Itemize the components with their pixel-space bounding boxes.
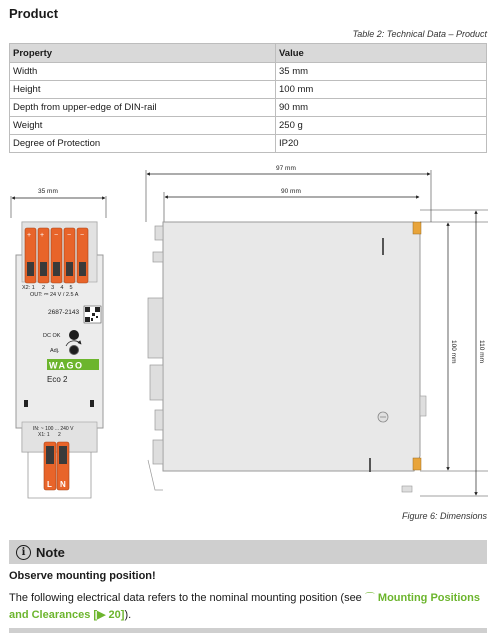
- adj-label: Adj.: [50, 348, 60, 354]
- note-header: [9, 540, 487, 564]
- table-caption: Table 2: Technical Data – Product: [352, 29, 487, 39]
- adjust-potentiometer[interactable]: [70, 346, 79, 355]
- l-terminal-label: L: [47, 480, 52, 489]
- figure-caption: Figure 6: Dimensions: [401, 511, 487, 521]
- svg-text:−: −: [67, 232, 72, 239]
- table-cell: 100 mm: [276, 81, 487, 99]
- svg-text:−: −: [80, 232, 85, 239]
- part-number: 2687-2143: [48, 309, 80, 316]
- table-row: [10, 63, 487, 81]
- side-view: [146, 165, 488, 496]
- table-header-row: [10, 44, 487, 63]
- table-cell: 250 g: [276, 117, 487, 135]
- depth-label: 90 mm: [281, 188, 301, 195]
- dc-ok-led: [69, 330, 79, 340]
- info-icon: i: [16, 545, 31, 560]
- table-cell: Width: [10, 63, 276, 81]
- svg-text:−: −: [54, 232, 59, 239]
- height-label: 100 mm: [450, 340, 457, 364]
- top-terminal-block: [25, 228, 88, 283]
- dimensions-figure: [0, 160, 501, 515]
- terminal-numbers: 2 3 4 5: [42, 285, 73, 291]
- dc-ok-label: DC OK: [43, 333, 61, 339]
- table-cell: 90 mm: [276, 99, 487, 117]
- table-cell: 35 mm: [276, 63, 487, 81]
- n-terminal-label: N: [60, 480, 66, 489]
- column-header-value: Value: [276, 44, 487, 63]
- table-cell: IP20: [276, 135, 487, 153]
- device-body-side: [163, 222, 420, 471]
- table-row: [10, 135, 487, 153]
- note-text: [9, 590, 487, 624]
- model-name: Eco 2: [47, 375, 68, 384]
- column-header-property: Property: [10, 44, 276, 63]
- note-heading: Observe mounting position!: [9, 570, 156, 582]
- terminal-x1-label: X1: 1 2: [38, 432, 61, 438]
- table-row: [10, 117, 487, 135]
- section-title: Product: [9, 6, 59, 21]
- brand-logo: WAGO: [49, 360, 84, 371]
- table-row: [10, 99, 487, 117]
- note-title: Note: [36, 544, 65, 560]
- note-text-after: ).: [124, 609, 132, 621]
- input-rating: IN: ~ 100 ... 240 V: [33, 426, 74, 432]
- table-cell: Weight: [10, 117, 276, 135]
- terminal-x2-label: X2: 1: [22, 285, 35, 291]
- table-row: [10, 81, 487, 99]
- svg-text:+: +: [27, 232, 32, 239]
- note-text-before: The following electrical data refers to the nominal mounting position (see: [9, 592, 365, 604]
- table-cell: Height: [10, 81, 276, 99]
- total-height-label: 110 mm: [478, 340, 485, 363]
- link-arrow-icon: ⌒: [364, 593, 375, 604]
- output-rating: OUT: ⎓ 24 V / 2.5 A: [30, 292, 79, 298]
- technical-data-table: [9, 43, 487, 153]
- qr-code: [84, 306, 101, 323]
- table-cell: Degree of Protection: [10, 135, 276, 153]
- svg-text:+: +: [40, 232, 45, 239]
- table-cell: Depth from upper-edge of DIN-rail: [10, 99, 276, 117]
- mounting-positions-link[interactable]: Mounting Positions and Clearances [▶ 20]: [9, 592, 480, 621]
- total-depth-label: 97 mm: [276, 165, 296, 172]
- bottom-divider: [9, 628, 487, 633]
- width-dimension-label: 35 mm: [38, 188, 58, 195]
- front-view: [11, 188, 106, 498]
- din-rail-clip: [148, 226, 163, 490]
